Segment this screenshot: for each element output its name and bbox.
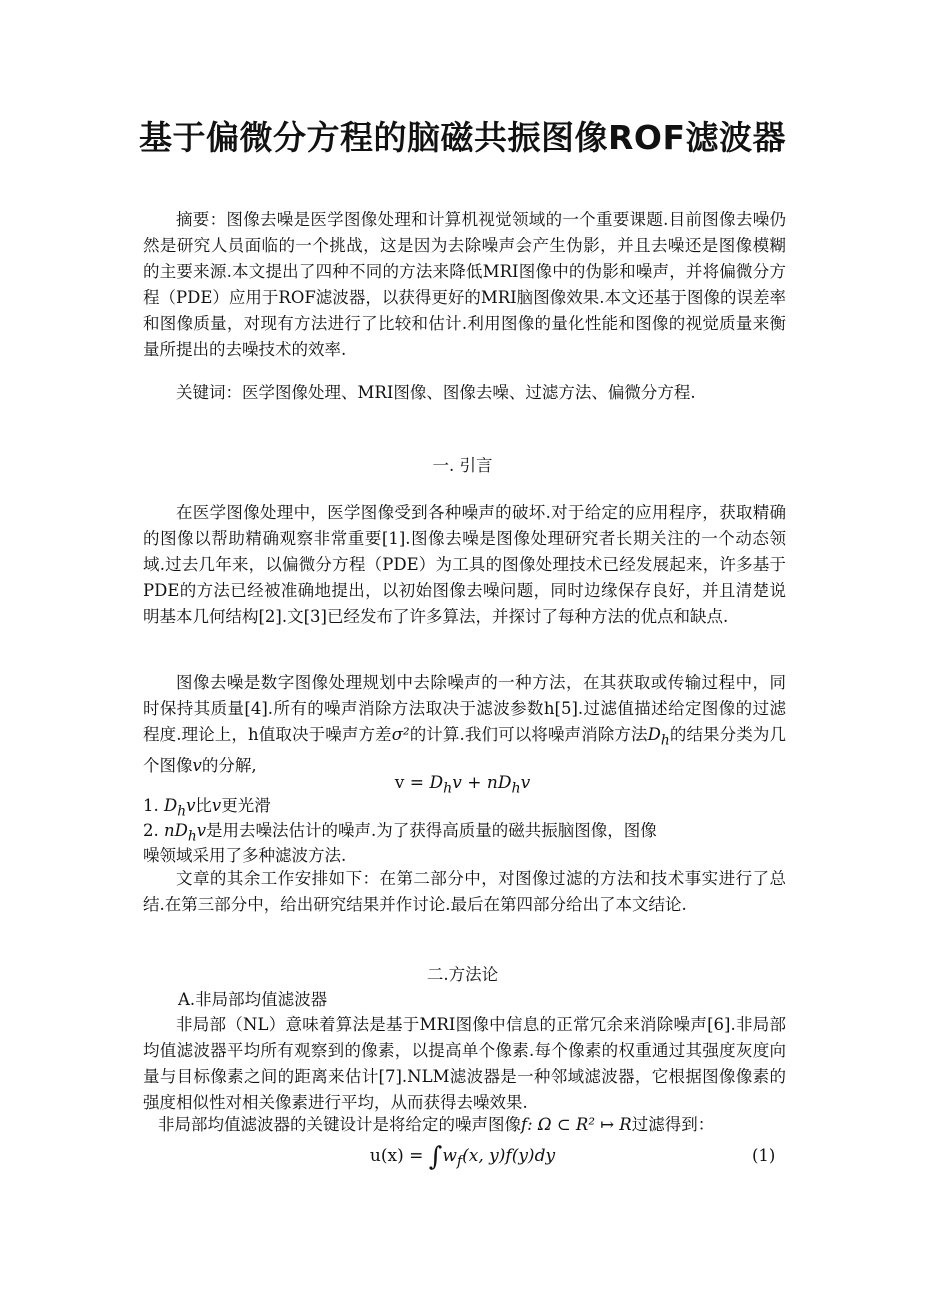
abstract: 摘要：图像去噪是医学图像处理和计算机视觉领域的一个重要课题.目前图像去噪仍然是研究人员面临的一个挑战，这是因为去除噪声会产生伪影，并且去噪还是图像模糊的主要来源.本文提出了四种不同的方法来降低MRI图像中的伪影和噪声，并将偏微分方程（PDE）应用于ROF滤波器，以获得更好的MRI脑图像效果.本文还基于图像的误差率和图像质量，对现有方法进行了比较和估计.利用图像的量化性能和图像的视觉质量来衡量所提出的去噪技术的效率. [143,210,786,359]
intro-paragraph-2-text-a: 图像去噪是数字图像处理规划中去除噪声的一种方法，在其获取或传输过程中，同时保持其质量[4].所有的噪声消除方法取决于滤波参数h[5].过滤值描述给定图像的过滤程度.理论上，h值取决于噪声方差 [143,673,786,744]
section-1-heading: 一. 引言 [432,456,493,475]
list-item-2-continued: 噪领域采用了多种滤波方法. [143,846,347,865]
list-item-2: 2. $nD_hv$是用去噪法估计的噪声.为了获得高质量的磁共振脑图像，图像 [143,821,657,845]
equation-1-number: (1) [752,1146,776,1165]
list-item-1: 1. $D_hv$比v更光滑 [143,796,271,820]
intro-paragraph-2 [143,670,786,779]
keywords: 关键词：医学图像处理、MRI图像、图像去噪、过滤方法、偏微分方程. [176,383,696,402]
denoise-operator: $D_h$ [647,725,670,749]
mapping-expression: f: Ω ⊂ R² ↦ R [521,1115,632,1134]
sigma-squared: σ² [391,725,410,744]
paper-title: 基于偏微分方程的脑磁共振图像ROF滤波器 [138,118,786,157]
intro-paragraph-2-text-d: 的分解, [201,756,257,776]
intro-paragraph-1: 在医学图像处理中，医学图像受到各种噪声的破坏.对于给定的应用程序，获取精确的图像以帮助精确观察非常重要[1].图像去噪是图像处理研究者长期关注的一个动态领域.过去几年来，以偏微分方程（PDE）为工具的图像处理技术已经发展起来，许多基于PDE的方法已经被准确地提出，以初始图像去噪问题，同时边缘保存良好，并且清楚说明基本几何结构[2].文[3]已经发布了许多算法，并探讨了每种方法的优点和缺点. [143,503,786,626]
section-2-heading: 二.方法论 [426,965,499,984]
intro-paragraph-2-text-b: 的计算.我们可以将噪声消除方法 [409,725,648,744]
equation-1: $u(x) = \int w_f(x$, y)f(y)dy [369,1142,556,1172]
nlm-paragraph-2: 非局部均值滤波器的关键设计是将给定的噪声图像f: Ω ⊂ R² ↦ R过滤得到： [158,1115,715,1134]
decomposition-formula: $v = D_hv + nD_hv$ [394,773,531,797]
intro-paragraph-3: 文章的其余工作安排如下：在第二部分中，对图像过滤的方法和技术事实进行了总结.在第三部分中，给出研究结果并作讨论.最后在第四部分给出了本文结论. [143,869,786,914]
subsection-a-heading: A.非局部均值滤波器 [178,990,328,1009]
nlm-paragraph-1: 非局部（NL）意味着算法是基于MRI图像中信息的正常冗余来消除噪声[6].非局部均值滤波器平均所有观察到的像素，以提高单个像素.每个像素的权重通过其强度灰度向量与目标像素之间的距离来估计[7].NLM滤波器是一种邻域滤波器，它根据图像像素的强度相似性对相关像素进行平均，从而获得去噪效果. [143,1015,786,1112]
intro-paragraph-2-text-c: 的结果分类为几个图像 [143,725,787,776]
image-v: v [192,756,202,776]
integral-sign: ∫ [428,1142,443,1172]
